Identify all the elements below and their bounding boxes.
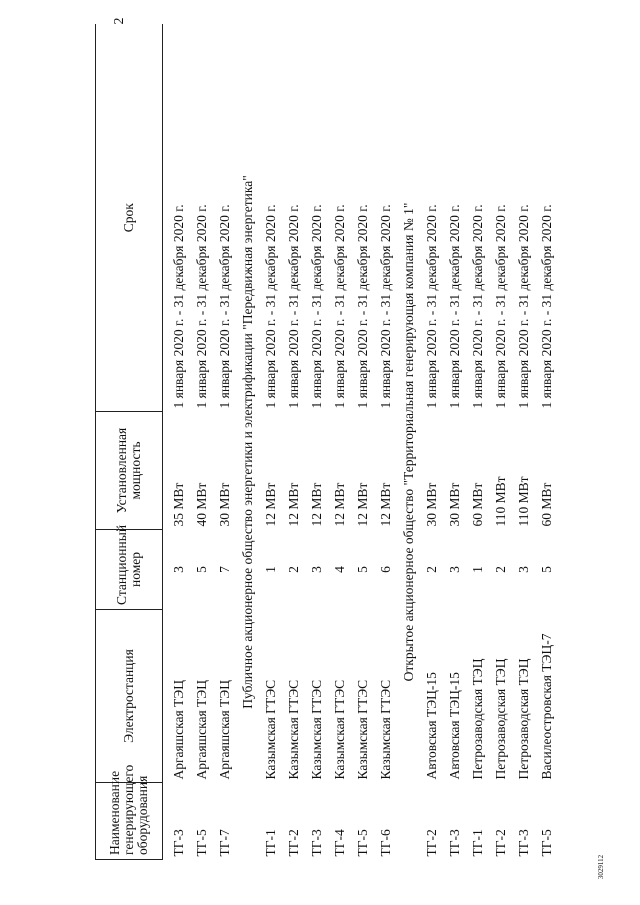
cell-equipment-name: ТГ-3	[515, 829, 531, 857]
section-row	[397, 25, 420, 860]
cell-equipment-name: ТГ-3	[170, 829, 186, 857]
cell-power-station: Петрозаводская ТЭЦ	[492, 658, 508, 780]
table-row	[489, 25, 512, 860]
table-row	[305, 25, 328, 860]
cell-station-number: 2	[492, 566, 508, 573]
cell-power-station: Казымская ГТЭС	[377, 679, 393, 780]
cell-equipment-name: ТГ-2	[285, 829, 301, 857]
cell-installed-capacity: 12 МВт	[285, 482, 301, 527]
cell-power-station: Автовская ТЭЦ-15	[423, 672, 439, 780]
cell-equipment-name: ТГ-3	[308, 829, 324, 857]
table-row	[190, 25, 213, 860]
cell-period: 1 января 2020 г. - 31 декабря 2020 г.	[193, 204, 209, 409]
cell-power-station: Петрозаводская ТЭЦ	[515, 658, 531, 780]
page-number: 2	[112, 17, 127, 25]
cell-power-station: Василеостровская ТЭЦ-7	[538, 633, 554, 780]
table-row	[213, 25, 236, 860]
table-row	[328, 25, 351, 860]
cell-station-number: 2	[285, 566, 301, 573]
cell-power-station: Казымская ГТЭС	[285, 679, 301, 780]
cell-period: 1 января 2020 г. - 31 декабря 2020 г.	[469, 204, 485, 409]
cell-period: 1 января 2020 г. - 31 декабря 2020 г.	[492, 204, 508, 409]
header-period: Срок	[96, 25, 163, 412]
rotated-table-container	[95, 25, 554, 860]
cell-station-number: 5	[354, 566, 370, 573]
cell-installed-capacity: 12 МВт	[262, 482, 278, 527]
table-row	[374, 25, 397, 860]
cell-installed-capacity: 40 МВт	[193, 482, 209, 527]
cell-power-station: Казымская ГТЭС	[308, 679, 324, 780]
cell-power-station: Аргаяшская ТЭЦ	[170, 680, 186, 780]
cell-station-number: 1	[469, 566, 485, 573]
cell-station-number: 3	[308, 566, 324, 573]
document-code: 3029112	[597, 854, 605, 880]
table-row	[466, 25, 489, 860]
cell-equipment-name: ТГ-5	[354, 829, 370, 857]
cell-equipment-name: ТГ-4	[331, 829, 347, 857]
table-row	[420, 25, 443, 860]
cell-installed-capacity: 110 МВт	[515, 476, 531, 527]
header-equipment-name: Наименование генерирующего оборудования	[96, 783, 163, 860]
cell-period: 1 января 2020 г. - 31 декабря 2020 г.	[446, 204, 462, 409]
cell-installed-capacity: 30 МВт	[423, 482, 439, 527]
cell-equipment-name: ТГ-1	[262, 829, 278, 857]
cell-period: 1 января 2020 г. - 31 декабря 2020 г.	[515, 204, 531, 409]
section-title: Публичное акционерное общество энергетики и электрификации "Передвижная энергетика"	[239, 175, 255, 709]
cell-installed-capacity: 60 МВт	[469, 482, 485, 527]
cell-power-station: Аргаяшская ТЭЦ	[216, 680, 232, 780]
cell-period: 1 января 2020 г. - 31 декабря 2020 г.	[216, 204, 232, 409]
table-body	[163, 25, 559, 860]
cell-period: 1 января 2020 г. - 31 декабря 2020 г.	[308, 204, 324, 409]
cell-power-station: Автовская ТЭЦ-15	[446, 672, 462, 780]
cell-period: 1 января 2020 г. - 31 декабря 2020 г.	[377, 204, 393, 409]
cell-station-number: 3	[446, 566, 462, 573]
cell-equipment-name: ТГ-2	[423, 829, 439, 857]
table-row	[351, 25, 374, 860]
cell-installed-capacity: 35 МВт	[170, 482, 186, 527]
cell-equipment-name: ТГ-7	[216, 829, 232, 857]
cell-station-number: 3	[170, 566, 186, 573]
cell-equipment-name: ТГ-5	[538, 829, 554, 857]
cell-power-station: Казымская ГТЭС	[262, 679, 278, 780]
cell-period: 1 января 2020 г. - 31 декабря 2020 г.	[538, 204, 554, 409]
table-row	[443, 25, 466, 860]
header-power-station: Электростанция	[96, 610, 163, 783]
cell-station-number: 2	[423, 566, 439, 573]
cell-period: 1 января 2020 г. - 31 декабря 2020 г.	[285, 204, 301, 409]
cell-installed-capacity: 30 МВт	[216, 482, 232, 527]
cell-station-number: 4	[331, 566, 347, 573]
cell-equipment-name: ТГ-5	[193, 829, 209, 857]
table-row	[512, 25, 535, 860]
cell-installed-capacity: 12 МВт	[354, 482, 370, 527]
cell-installed-capacity: 110 МВт	[492, 476, 508, 527]
cell-period: 1 января 2020 г. - 31 декабря 2020 г.	[262, 204, 278, 409]
table-row	[163, 25, 191, 860]
cell-period: 1 января 2020 г. - 31 декабря 2020 г.	[423, 204, 439, 409]
cell-station-number: 1	[262, 566, 278, 573]
section-title: Открытое акционерное общество "Территориальная генерирующая компания № 1"	[400, 202, 416, 682]
cell-station-number: 7	[216, 566, 232, 573]
cell-power-station: Петрозаводская ТЭЦ	[469, 658, 485, 780]
table-header-row	[96, 25, 163, 860]
cell-equipment-name: ТГ-3	[446, 829, 462, 857]
cell-power-station: Казымская ГТЭС	[331, 679, 347, 780]
table-row	[259, 25, 282, 860]
cell-installed-capacity: 30 МВт	[446, 482, 462, 527]
cell-period: 1 января 2020 г. - 31 декабря 2020 г.	[170, 204, 186, 409]
cell-equipment-name: ТГ-1	[469, 829, 485, 857]
cell-station-number: 6	[377, 566, 393, 573]
cell-installed-capacity: 60 МВт	[538, 482, 554, 527]
cell-equipment-name: ТГ-6	[377, 829, 393, 857]
cell-station-number: 5	[538, 566, 554, 573]
cell-period: 1 января 2020 г. - 31 декабря 2020 г.	[331, 204, 347, 409]
cell-installed-capacity: 12 МВт	[331, 482, 347, 527]
cell-period: 1 января 2020 г. - 31 декабря 2020 г.	[354, 204, 370, 409]
cell-power-station: Казымская ГТЭС	[354, 679, 370, 780]
cell-station-number: 5	[193, 566, 209, 573]
cell-equipment-name: ТГ-2	[492, 829, 508, 857]
table-row	[282, 25, 305, 860]
cell-station-number: 3	[515, 566, 531, 573]
generating-equipment-table	[95, 25, 558, 861]
cell-installed-capacity: 12 МВт	[377, 482, 393, 527]
header-installed-capacity: Установленная мощность	[96, 412, 163, 530]
cell-power-station: Аргаяшская ТЭЦ	[193, 680, 209, 780]
section-row	[236, 25, 259, 860]
table-row	[535, 25, 558, 860]
header-station-number: Станционный номер	[96, 530, 163, 610]
cell-installed-capacity: 12 МВт	[308, 482, 324, 527]
